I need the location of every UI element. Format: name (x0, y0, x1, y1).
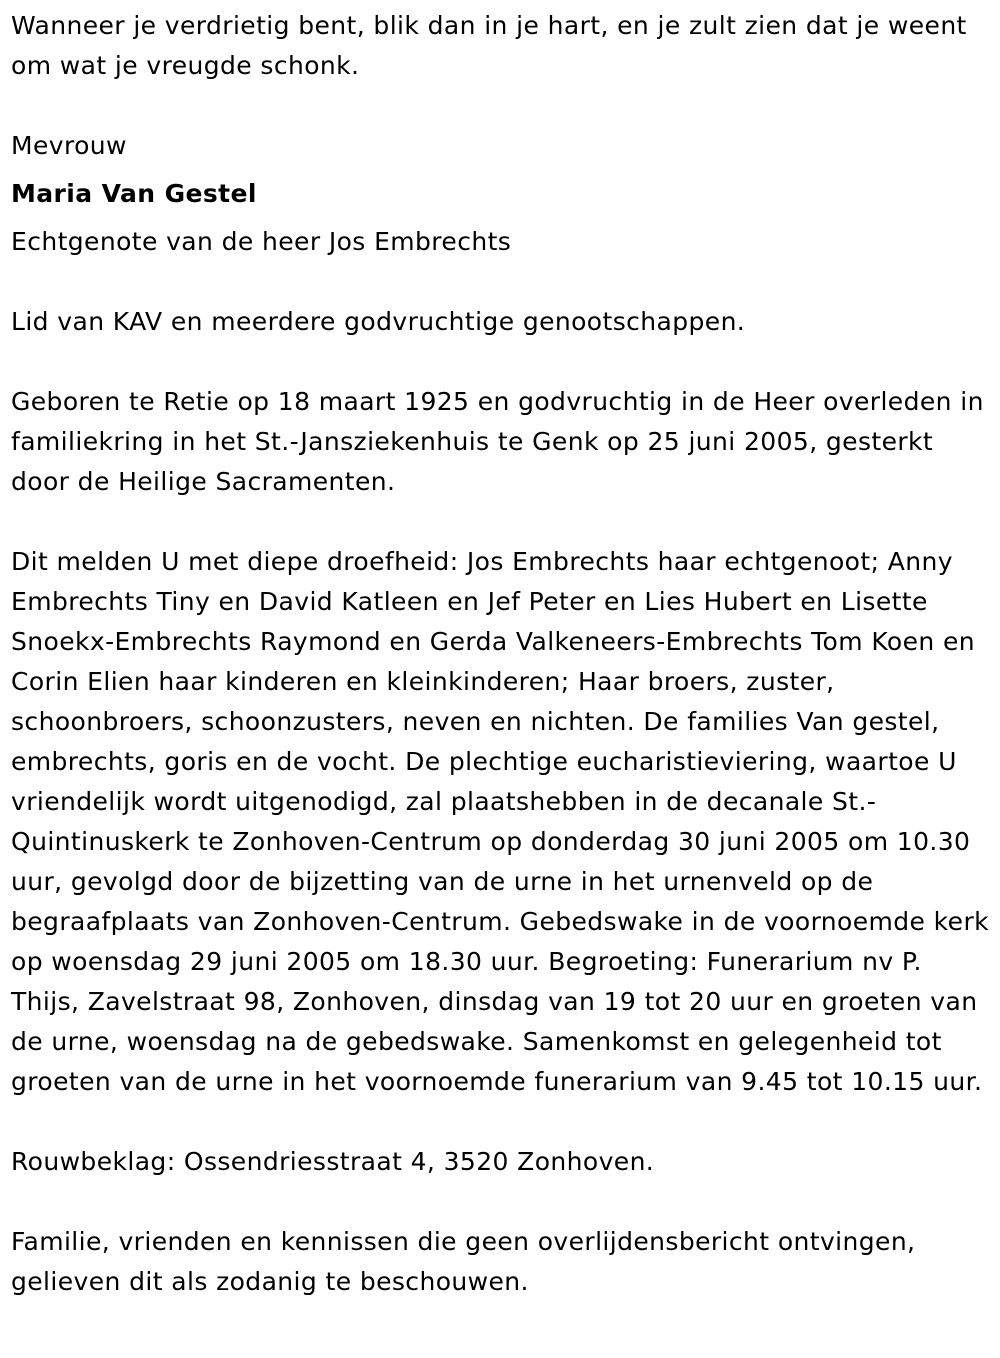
closing-text: Familie, vrienden en kennissen die geen overlijdensbericht ontvingen, gelieven dit als zodanig te beschouwen. (11, 1227, 916, 1296)
obituary-document (11, 6, 991, 1302)
deceased-name: Maria Van Gestel (11, 179, 257, 208)
spacer (11, 214, 991, 222)
spacer (11, 166, 991, 174)
quote-text: Wanneer je verdrietig bent, blik dan in je hart, en je zult zien dat je weent om wat je vreugde schonk. (11, 11, 967, 80)
spacer (11, 342, 991, 382)
spacer (11, 86, 991, 126)
announcement-text: Dit melden U met diepe droefheid: Jos Embrechts haar echtgenoot; Anny Embrechts Tiny en David Katleen en Jef Peter en Lies Hubert en Lisette Snoekx-Embrechts Raymond en Gerda Valkeneers-Embrechts Tom Koen en Corin Elien haar kinderen en kleinkinderen; Haar broers, zuster, schoonbroers, schoonzusters, neven en nichten. De families Van gestel, embrechts, goris en de vocht. De plechtige eucharistieviering, waartoe U vriendelijk wordt uitgenodigd, zal plaatshebben in de decanale St.-Quintinuskerk te Zonhoven-Centrum op donderdag 30 juni 2005 om 10.30 uur, gevolgd door de bijzetting van de urne in het urnenveld op de begraafplaats van Zonhoven-Centrum. Gebedswake in de voornoemde kerk op woensdag 29 juni 2005 om 18.30 uur. Begroeting: Funerarium nv P. Thijs, Zavelstraat 98, Zonhoven, dinsdag van 19 tot 20 uur en groeten van de urne, woensdag na de gebedswake. Samenkomst en gelegenheid tot groeten van de urne in het voornoemde funerarium van 9.45 tot 10.15 uur. (11, 547, 990, 1096)
membership-text: Lid van KAV en meerdere godvruchtige genootschappen. (11, 307, 746, 336)
salutation-text: Mevrouw (11, 131, 127, 160)
condolences-text: Rouwbeklag: Ossendriesstraat 4, 3520 Zonhoven. (11, 1147, 655, 1176)
spacer (11, 502, 991, 542)
spacer (11, 1182, 991, 1222)
spacer (11, 1102, 991, 1142)
spacer (11, 262, 991, 302)
birth-death-text: Geboren te Retie op 18 maart 1925 en godvruchtig in de Heer overleden in familiekring in het St.-Jansziekenhuis te Genk op 25 juni 2005, gesterkt door de Heilige Sacramenten. (11, 387, 984, 496)
spouse-text: Echtgenote van de heer Jos Embrechts (11, 227, 512, 256)
